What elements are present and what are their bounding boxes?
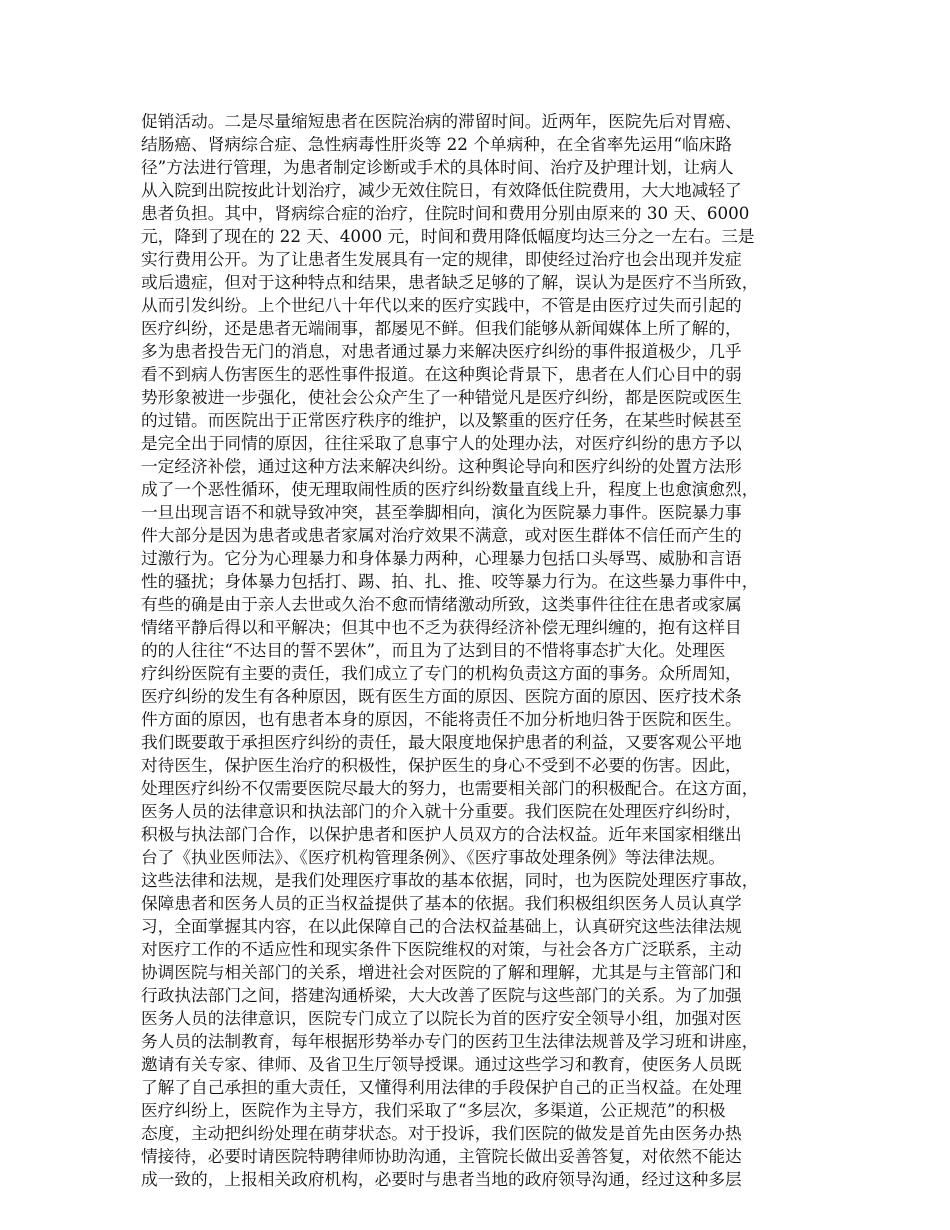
text-line: 疗纠纷医院有主要的责任，我们成立了专门的机构负责这方面的事务。众所周知， — [141, 663, 742, 683]
text-line: 医疗纠纷上，医院作为主导方，我们采取了“多层次，多渠道，公正规范”的积极 — [141, 1100, 726, 1120]
text-line: 元，降到了现在的 22 天、4000 元，时间和费用降低幅度均达三分之一左右。三是 — [141, 226, 755, 246]
text-line: 结肠癌、肾病综合症、急性病毒性肝炎等 22 个单病种，在全省率先运用“临床路 — [141, 134, 733, 154]
text-line: 邀请有关专家、律师、及省卫生厅领导授课。通过这些学习和教育，使医务人员既 — [141, 1054, 742, 1074]
text-line: 实行费用公开。为了让患者生发展具有一定的规律，即使经过治疗也会出现并发症 — [141, 249, 742, 269]
text-line: 了解了自己承担的重大责任，又懂得利用法律的手段保护自己的正当权益。在处理 — [141, 1077, 742, 1097]
text-line: 或后遗症，但对于这种特点和结果，患者缺乏足够的了解，误认为是医疗不当所致， — [141, 272, 759, 292]
text-line: 医疗纠纷，还是患者无端闹事，都屡见不鲜。但我们能够从新闻媒体上所了解的， — [141, 318, 742, 338]
text-line: 医疗纠纷的发生有各种原因，既有医生方面的原因、医院方面的原因、医疗技术条 — [141, 686, 742, 706]
text-line: 看不到病人伤害医生的恶性事件报道。在这种舆论背景下，患者在人们心目中的弱 — [141, 364, 742, 384]
text-line: 成了一个恶性循环，使无理取闹性质的医疗纠纷数量直线上升，程度上也愈演愈烈， — [141, 479, 759, 499]
text-line: 从而引发纠纷。上个世纪八十年代以来的医疗实践中，不管是由医疗过失而引起的 — [141, 295, 742, 315]
text-line: 这些法律和法规，是我们处理医疗事故的基本依据，同时，也为医院处理医疗事故， — [141, 870, 759, 890]
text-line: 情接待，必要时请医院特聘律师协助沟通，主管院长做出妥善答复，对依然不能达 — [141, 1146, 742, 1166]
text-line: 件大部分是因为患者或患者家属对治疗效果不满意，或对医生群体不信任而产生的 — [141, 525, 742, 545]
text-line: 习，全面掌握其内容，在以此保障自己的合法权益基础上，认真研究这些法律法规 — [141, 916, 742, 936]
text-line: 势形象被进一步强化，使社会公众产生了一种错觉凡是医疗纠纷，都是医院或医生 — [141, 387, 742, 407]
text-line: 协调医院与相关部门的关系，增进社会对医院的了解和理解，尤其是与主管部门和 — [141, 962, 742, 982]
text-line: 我们既要敢于承担医疗纠纷的责任，最大限度地保护患者的利益，又要客观公平地 — [141, 732, 742, 752]
text-line: 患者负担。其中，肾病综合症的治疗，住院时间和费用分别由原来的 30 天、6000 — [141, 203, 750, 223]
text-line: 医务人员的法律意识，医院专门成立了以院长为首的医疗安全领导小组，加强对医 — [141, 1008, 742, 1028]
text-line: 促销活动。二是尽量缩短患者在医院治病的滞留时间。近两年，医院先后对胃癌、 — [141, 111, 742, 131]
text-line: 处理医疗纠纷不仅需要医院尽最大的努力，也需要相关部门的积极配合。在这方面， — [141, 778, 759, 798]
text-line: 的的人往往“不达目的誓不罢休”，而且为了达到目的不惜将事态扩大化。处理医 — [141, 640, 726, 660]
text-line: 从入院到出院按此计划治疗，减少无效住院日，有效降低住院费用，大大地减轻了 — [141, 180, 742, 200]
text-line: 务人员的法制教育，每年根据形势举办专门的医药卫生法律法规普及学习班和讲座， — [141, 1031, 759, 1051]
text-line: 的过错。而医院出于正常医疗秩序的维护，以及繁重的医疗任务，在某些时候甚至 — [141, 410, 742, 430]
text-line: 多为患者投告无门的消息，对患者通过暴力来解决医疗纠纷的事件报道极少，几乎 — [141, 341, 742, 361]
text-line: 保障患者和医务人员的正当权益提供了基本的依据。我们积极组织医务人员认真学 — [141, 893, 742, 913]
text-line: 径”方法进行管理，为患者制定诊断或手术的具体时间、治疗及护理计划，让病人 — [141, 157, 734, 177]
text-line: 台了《执业医师法》、《医疗机构管理条例》、《医疗事故处理条例》等法律法规。 — [141, 847, 726, 867]
body-text — [141, 110, 758, 1191]
text-line: 是完全出于同情的原因，往往采取了息事宁人的处理办法，对医疗纠纷的患方予以 — [141, 433, 742, 453]
text-line: 有些的确是由于亲人去世或久治不愈而情绪激动所致，这类事件往往在患者或家属 — [141, 594, 742, 614]
text-line: 一旦出现言语不和就导致冲突，甚至拳脚相向，演化为医院暴力事件。医院暴力事 — [141, 502, 742, 522]
text-line: 成一致的，上报相关政府机构，必要时与患者当地的政府领导沟通，经过这种多层 — [141, 1169, 742, 1189]
text-line: 行政执法部门之间，搭建沟通桥梁，大大改善了医院与这些部门的关系。为了加强 — [141, 985, 742, 1005]
text-line: 积极与执法部门合作，以保护患者和医护人员双方的合法权益。近年来国家相继出 — [141, 824, 742, 844]
text-line: 对待医生，保护医生治疗的积极性，保护医生的身心不受到不必要的伤害。因此， — [141, 755, 742, 775]
text-line: 医务人员的法律意识和执法部门的介入就十分重要。我们医院在处理医疗纠纷时， — [141, 801, 742, 821]
text-line: 一定经济补偿，通过这种方法来解决纠纷。这种舆论导向和医疗纠纷的处置方法形 — [141, 456, 742, 476]
text-line: 过激行为。它分为心理暴力和身体暴力两种，心理暴力包括口头辱骂、威胁和言语 — [141, 548, 742, 568]
text-line: 态度，主动把纠纷处理在萌芽状态。对于投诉，我们医院的做发是首先由医务办热 — [141, 1123, 742, 1143]
text-line: 性的骚扰；身体暴力包括打、踢、拍、扎、推、咬等暴力行为。在这些暴力事件中， — [141, 571, 759, 591]
text-line: 件方面的原因，也有患者本身的原因，不能将责任不加分析地归咎于医院和医生。 — [141, 709, 742, 729]
text-line: 对医疗工作的不适应性和现实条件下医院维权的对策，与社会各方广泛联系，主动 — [141, 939, 742, 959]
text-line: 情绪平静后得以和平解决；但其中也不乏为获得经济补偿无理纠缠的，抱有这样目 — [141, 617, 742, 637]
